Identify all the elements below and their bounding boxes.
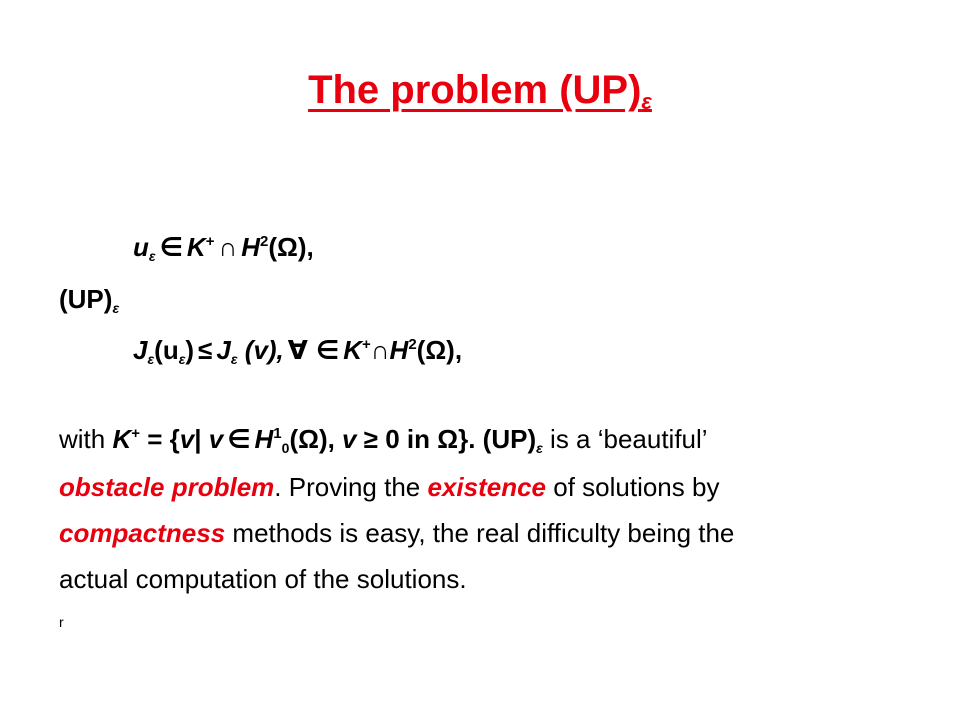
- p3-emph-compactness: compactness: [59, 518, 226, 548]
- sub-eps3: ε: [230, 351, 238, 367]
- title-text-wrap: [308, 68, 652, 112]
- p1-in: ∈: [227, 424, 251, 454]
- forall-symbol: ∀: [287, 335, 308, 365]
- arg2: (v),: [244, 335, 284, 365]
- omega-arg: (Ω),: [268, 232, 314, 262]
- p3-rest: methods is easy, the real difficulty being the: [225, 518, 735, 548]
- sup-plus-2: +: [362, 336, 371, 353]
- p2-emph-existence: existence: [427, 472, 547, 502]
- up-eps: ε: [112, 300, 120, 316]
- sub-eps: ε: [148, 248, 156, 264]
- arg1-open: [154, 335, 179, 365]
- paragraph-line-1: [59, 424, 708, 457]
- var-H: H: [241, 232, 261, 262]
- title-subscript: ε: [641, 89, 652, 114]
- sup-two-2: 2: [408, 336, 417, 353]
- var-K: K: [186, 232, 206, 262]
- p1-K: K: [112, 424, 132, 454]
- var-H-2: H: [389, 335, 409, 365]
- p1-v1: v: [179, 424, 195, 454]
- sup-plus: +: [205, 233, 215, 250]
- sub-eps1: ε: [147, 351, 155, 367]
- p4-text: actual computation of the solutions.: [59, 564, 467, 594]
- paragraph-line-4: [59, 564, 467, 595]
- omega-arg-2: (Ω),: [416, 335, 463, 365]
- leq-symbol: ≤: [198, 335, 213, 365]
- sup-two: 2: [260, 233, 269, 250]
- var-K-2: K: [343, 335, 362, 365]
- cap-symbol: ∩: [218, 232, 238, 262]
- p1-omega: (Ω),: [289, 424, 343, 454]
- var-u: u: [133, 232, 149, 262]
- up-label: [59, 284, 119, 317]
- p1-one: 1: [273, 425, 282, 442]
- in-symbol: ∈: [159, 232, 183, 262]
- in-symbol-2: ∈: [315, 335, 340, 365]
- p1-geq: ≥ 0 in Ω}.: [356, 424, 476, 454]
- p1-v2: v: [208, 424, 224, 454]
- formula-line-1: [133, 232, 314, 265]
- slide-title: [0, 66, 960, 115]
- p1-H: H: [254, 424, 274, 454]
- p1-plus: +: [131, 425, 141, 442]
- p1-bar: |: [194, 424, 209, 454]
- p1-rest: is a ‘beautiful’: [542, 424, 708, 454]
- up-text: (UP): [59, 284, 113, 314]
- p1-up: (UP): [475, 424, 537, 454]
- footnote-r: r: [59, 614, 64, 630]
- sub-eps2: ε: [178, 351, 186, 367]
- p1-v3: v: [342, 424, 357, 454]
- p1-eq: = {: [140, 424, 180, 454]
- p2-rest: of solutions by: [546, 472, 720, 502]
- title-text: The problem (UP): [308, 68, 642, 112]
- paragraph-line-3: [59, 518, 734, 549]
- arg1-close: ): [185, 335, 195, 365]
- p2-mid: . Proving the: [274, 472, 428, 502]
- var-J1: J: [133, 335, 148, 365]
- paragraph-line-2: [59, 472, 719, 503]
- p1-zero: 0: [281, 440, 290, 456]
- arg1-open-text: (u: [154, 335, 179, 365]
- p1-eps: ε: [536, 440, 543, 456]
- cap-symbol-2: ∩: [370, 335, 390, 365]
- formula-line-2: [133, 335, 462, 368]
- p1-with: with: [59, 424, 113, 454]
- p2-emph-obstacle: obstacle problem: [59, 472, 275, 502]
- var-J2: J: [216, 335, 231, 365]
